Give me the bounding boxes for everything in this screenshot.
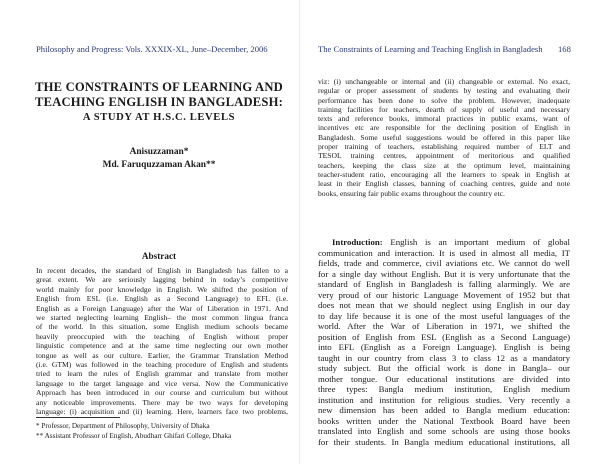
intro-line: mother tongue. Our educational institutions are divided into: [318, 373, 570, 384]
page-number: 168: [558, 44, 571, 54]
introduction-heading: Introduction:: [332, 237, 383, 247]
abstract-line: heavily preoccupied with the teaching of English without proper: [36, 331, 288, 341]
footnote-divider: [36, 417, 120, 418]
intro-line: standard of English in Bangladesh is falling alarmingly. We are: [318, 279, 570, 289]
paper-title: [28, 80, 290, 125]
intro-line: world. After the War of Liberation in 1971, we shifted the: [318, 321, 570, 331]
abstract-continued-line: Bangladesh. Some useful suggestions would be offered in this paper like: [318, 132, 570, 142]
author-1: Anisuzzaman*: [129, 147, 189, 157]
intro-line: translated into English and some schools are using those books: [318, 426, 570, 436]
intro-line: for a single day without English. But it is very unfortunate that the: [318, 268, 570, 279]
abstract-continued-line: books, ensuring fair public exams throughout the country etc.: [318, 188, 505, 198]
abstract-line: Approach has been introduced in our course and curriculum but without: [36, 388, 288, 398]
right-running-head: The Constraints of Learning and Teaching English in Bangladesh: [318, 44, 543, 54]
author-2: Md. Faruquzzaman Akan**: [102, 160, 216, 170]
abstract-line: any noticeable improvements. There may be two ways for developing: [36, 397, 288, 407]
intro-line: position of English from ESL (English as a Second Language): [318, 331, 570, 342]
abstract-line: world mainly for poor knowledge in English. We shifted the position of: [36, 284, 288, 294]
intro-first-line-text: English is an important medium of global: [390, 237, 570, 247]
abstract-continued-line: incentives etc are responsible for the declining position of English in: [318, 123, 570, 133]
left-running-head: Philosophy and Progress: Vols. XXXIX-XL, June–December, 2006: [36, 44, 268, 54]
abstract-heading: Abstract: [141, 251, 177, 261]
title-line-2: TEACHING ENGLISH IN BANGLADESH:: [35, 95, 283, 109]
abstract-line: language: (i) acquisition and (ii) learning. Here, learners face two problems,: [36, 407, 288, 417]
title-line-1: THE CONSTRAINTS OF LEARNING AND: [35, 80, 283, 94]
intro-first-line: [318, 237, 570, 248]
abstract-continued-line: teachers, keeping the class size at the optimum level, maintaining: [318, 160, 570, 170]
paper-subtitle: A STUDY AT H.S.C. LEVELS: [82, 112, 236, 123]
abstract-line: English as a Foreign Language) after the War of Liberation in 1971. And: [36, 303, 288, 313]
footnote-2: ** Assistant Professor of English, Abudharr Ghifari College, Dhaka: [36, 432, 232, 440]
intro-line: taught in our country from class 3 to class 12 as a mandatory: [318, 352, 570, 363]
abstract-line: language to the target language and vice versa. Now the Communicative: [36, 378, 288, 388]
abstract-continued-line: least in their English classes, banning of coaching centres, guide and note: [318, 179, 570, 189]
abstract-continued-line: texts and reference books, immoral practices in public exams, want of: [318, 114, 570, 124]
intro-line: institution and institution for religious studies. Very recently a: [318, 394, 570, 405]
abstract-line: In recent decades, the standard of English in Bangladesh has fallen to a: [36, 266, 288, 275]
intro-line: communication and interaction. It is used in almost all media, IT: [318, 247, 570, 258]
abstract-continued-line: proper training of teachers, establishing required number of ELT and: [318, 142, 570, 152]
abstract-continued-line: TESOL training centres, appointment of meritorious and qualified: [318, 151, 570, 161]
intro-line: fields, trade and commerce, civil aviations etc. We cannot do well: [318, 258, 570, 268]
intro-line: very proud of our historic Language Movement of 1952 but that: [318, 289, 570, 300]
intro-line: study subject. But the official work is done in Bangla– our: [318, 363, 570, 373]
intro-line: into EFL (English as a Foreign Language). English is being: [318, 342, 570, 352]
footnote-1: * Professor, Department of Philosophy, University of Dhaka: [36, 422, 210, 430]
abstract-continued-line: viz: (i) unchangeable or internal and (ii) changeable or external. No exact,: [318, 77, 570, 86]
intro-line: new dimension has been added to Bangla medium education:: [318, 405, 570, 415]
intro-line: to day life because it is one of the most useful languages of the: [318, 310, 570, 321]
intro-line: three types: Bangla medium institution, English medium: [318, 384, 570, 394]
abstract-continued-line: performance has been done to solve the problem. However, inadequate: [318, 95, 570, 105]
abstract-line: English from ESL (i.e. English as a Second Language) to EFL (i.e.: [36, 294, 288, 304]
abstract-line: (i.e. GTM) was followed in the teaching procedure of English and students: [36, 360, 288, 370]
intro-line: for their students. In Bangla medium educational institutions, all: [318, 436, 570, 447]
abstract-line: we started neglecting learning English– the most common lingua franca: [36, 313, 288, 323]
abstract-continued-line: teacher-student ratio, encouraging all the learners to speak in English at: [318, 169, 570, 179]
abstract-continued-line: regular or proper assessment of students by testing and evaluating their: [318, 86, 570, 96]
abstract-text: [36, 266, 288, 417]
abstract-line: of the world. In this situation, some English medium schools became: [36, 322, 288, 332]
introduction-section: [318, 237, 570, 447]
abstract-continued: [318, 77, 570, 198]
abstract-continued-line: training facilities for teachers, dearth of supply of useful and necessary: [318, 104, 570, 114]
intro-line: books written under the National Textbook Board have been: [318, 415, 570, 426]
abstract-line: linguistic competence and at the same time neglecting our own mother: [36, 341, 288, 351]
abstract-line: tongue as well as our culture. Earlier, the Grammar Translation Method: [36, 350, 288, 360]
abstract-line: great extent. We are seriously lagging behind in today’s competitive: [36, 275, 288, 285]
intro-line: does not mean that we should neglect using English in our day: [318, 300, 570, 310]
abstract-line: tried to learn the rules of English grammar and translate from mother: [36, 369, 288, 379]
